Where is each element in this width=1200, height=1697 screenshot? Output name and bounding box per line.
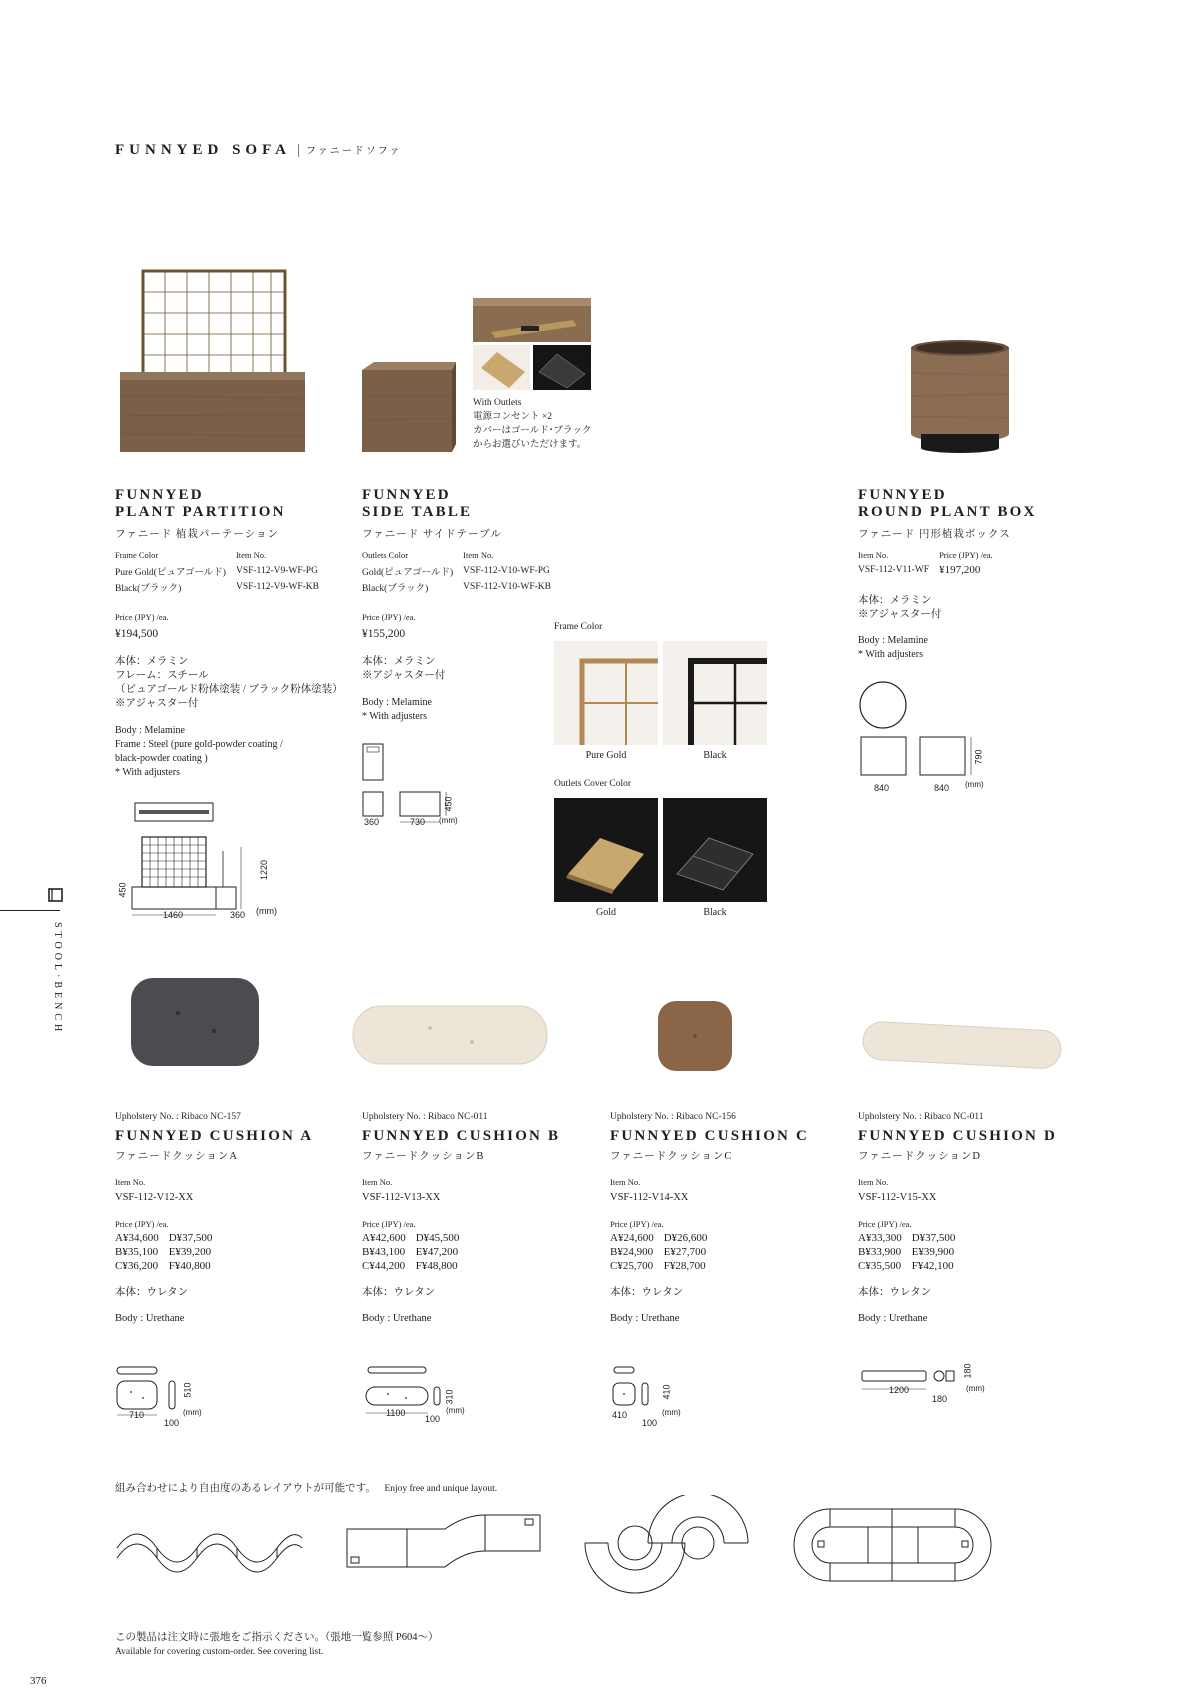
item-label: Item No. xyxy=(610,1177,641,1187)
outlet-note xyxy=(473,396,591,452)
dim-width: 730 xyxy=(410,817,426,827)
front-elevation-base xyxy=(132,887,216,909)
spec-line: フレーム：スチール xyxy=(115,670,209,681)
dim-thickness: 100 xyxy=(425,1414,441,1424)
price-cell: F¥40,800 xyxy=(168,1260,211,1272)
price-label: Price (JPY) /ea. xyxy=(362,1219,416,1229)
series-header xyxy=(115,142,402,159)
dim-unit: (mm) xyxy=(439,816,458,825)
price-cell: F¥42,100 xyxy=(911,1260,954,1272)
series-title-jp: ファニードソファ xyxy=(306,146,402,157)
partition-base xyxy=(120,372,305,452)
side-table-price-label: Price (JPY) /ea. xyxy=(362,612,416,622)
price-cell: C¥44,200 xyxy=(362,1260,406,1272)
partition-grid xyxy=(143,271,285,379)
page-number: 376 xyxy=(30,1675,47,1687)
col-item-no: Item No. xyxy=(235,550,267,560)
spec-line: 本体：メラミン xyxy=(858,595,932,606)
swatch-black-cover xyxy=(663,798,767,902)
table-row xyxy=(362,564,561,580)
body-en: Body : Urethane xyxy=(115,1313,185,1324)
side-tab-rule xyxy=(0,910,60,911)
plant-box-dimension-drawing xyxy=(858,680,998,780)
price-cell: A¥34,600 xyxy=(115,1232,159,1244)
side-elevation xyxy=(363,792,383,816)
dim-width: 1100 xyxy=(386,1408,406,1418)
body-jp: 本体：ウレタン xyxy=(858,1287,932,1298)
price-cell: E¥39,200 xyxy=(168,1246,212,1258)
price-cell: D¥26,600 xyxy=(663,1232,708,1244)
spec-line: * With adjusters xyxy=(858,649,923,660)
cushion-title-jp: ファニードクッションD xyxy=(858,1151,981,1162)
header-separator: | xyxy=(296,142,300,158)
row-item: VSF-112-V10-WF-KB xyxy=(463,582,551,592)
side-table-spec-table xyxy=(362,550,561,596)
cushion-a-block xyxy=(115,1112,345,1326)
layout-diagram-linear xyxy=(345,1505,545,1575)
frame-color-title: Frame Color xyxy=(554,622,603,632)
partition-spec-table xyxy=(115,550,329,596)
table-row xyxy=(858,1260,965,1274)
layout-diagram-curve xyxy=(580,1495,755,1595)
body-jp: 本体：ウレタン xyxy=(362,1287,436,1298)
side-table-title-2: SIDE TABLE xyxy=(362,504,473,520)
price-table xyxy=(362,1232,469,1274)
col-outlets-color: Outlets Color xyxy=(362,550,409,560)
plan-view xyxy=(363,744,383,780)
price-table xyxy=(610,1232,717,1274)
partition-title-1: FUNNYED xyxy=(115,487,204,503)
price-cell: B¥24,900 xyxy=(610,1246,654,1258)
cushion-c-photo xyxy=(655,998,735,1074)
outlet-detail-photos xyxy=(473,298,593,393)
row-item: VSF-112-V11-WF xyxy=(858,565,930,575)
price-label: Price (JPY) /ea. xyxy=(858,1219,912,1229)
spec-line: * With adjusters xyxy=(362,711,427,722)
spec-line: Body : Melamine xyxy=(362,697,432,708)
upholstery-no: Upholstery No. : Ribaco NC-011 xyxy=(858,1112,984,1122)
table-row xyxy=(610,1260,717,1274)
item-label: Item No. xyxy=(115,1177,146,1187)
dim-unit: (mm) xyxy=(965,780,984,789)
row-item: VSF-112-V9-WF-KB xyxy=(235,582,319,592)
item-no: VSF-112-V13-XX xyxy=(362,1192,441,1203)
table-row xyxy=(115,564,329,580)
row-price: ¥197,200 xyxy=(939,564,981,576)
price-table xyxy=(858,1232,965,1274)
outlet-note-line: からお選びいただけます。 xyxy=(473,440,587,450)
side-table-price: ¥155,200 xyxy=(362,628,406,640)
dim-height: 790 xyxy=(973,749,984,765)
dim-depth: 360 xyxy=(230,910,246,920)
side-table-title-1: FUNNYED xyxy=(362,487,451,503)
price-cell: A¥24,600 xyxy=(610,1232,654,1244)
table-row xyxy=(362,1232,469,1246)
spec-line: （ピュアゴールド粉体塗装 / ブラック粉体塗装） xyxy=(115,684,343,695)
col-frame-color: Frame Color xyxy=(115,550,159,560)
item-no: VSF-112-V12-XX xyxy=(115,1192,194,1203)
cushion-b-block xyxy=(362,1112,592,1326)
outlets-cover-color-title: Outlets Cover Color xyxy=(554,779,632,789)
cushion-title-jp: ファニードクッションC xyxy=(610,1151,733,1162)
series-title: FUNNYED SOFA xyxy=(115,142,291,158)
price-cell: C¥25,700 xyxy=(610,1260,654,1272)
cushion-title: FUNNYED CUSHION A xyxy=(115,1128,314,1144)
cushion-d-photo xyxy=(860,1018,1065,1078)
row-color: Black(ブラック) xyxy=(362,584,429,594)
price-cell: C¥35,500 xyxy=(858,1260,902,1272)
body-en: Body : Urethane xyxy=(610,1313,680,1324)
spec-line: ※アジャスター付 xyxy=(115,698,199,709)
side-table-photo xyxy=(360,360,460,455)
round-plant-box-photo xyxy=(905,338,1015,458)
dim-width: 410 xyxy=(612,1410,628,1420)
side-table-jp-spec xyxy=(362,655,445,683)
cushion-title: FUNNYED CUSHION B xyxy=(362,1128,561,1144)
price-cell: E¥47,200 xyxy=(415,1246,459,1258)
price-cell: E¥27,700 xyxy=(663,1246,707,1258)
swatch-gold-cover xyxy=(554,798,658,902)
col-item-no: Item No. xyxy=(463,550,494,560)
cushion-title-jp: ファニードクッションA xyxy=(115,1151,238,1162)
price-cell: A¥42,600 xyxy=(362,1232,406,1244)
price-cell: B¥33,900 xyxy=(858,1246,902,1258)
row-item: VSF-112-V10-WF-PG xyxy=(463,566,550,576)
dim-width: 840 xyxy=(874,783,890,793)
item-no: VSF-112-V15-XX xyxy=(858,1192,937,1203)
footer-note-en: Available for covering custom-order. See covering list. xyxy=(115,1647,324,1657)
item-no: VSF-112-V14-XX xyxy=(610,1192,689,1203)
dim-depth: 360 xyxy=(364,817,380,827)
cushion-d-block xyxy=(858,1112,1088,1326)
row-color: Black(ブラック) xyxy=(115,584,182,594)
swatch-pure-gold xyxy=(554,641,658,745)
body-jp: 本体：ウレタン xyxy=(610,1287,684,1298)
price-cell: E¥39,900 xyxy=(911,1246,955,1258)
layout-diagram-wave xyxy=(112,1500,312,1575)
price-label: Price (JPY) /ea. xyxy=(115,1219,169,1229)
table-row xyxy=(610,1246,717,1260)
cushion-title: FUNNYED CUSHION D xyxy=(858,1128,1058,1144)
price-cell: D¥37,500 xyxy=(911,1232,956,1244)
dim-unit: (mm) xyxy=(966,1384,985,1393)
body-en: Body : Urethane xyxy=(362,1313,432,1324)
table-row xyxy=(858,564,1003,578)
spec-line: 本体：メラミン xyxy=(362,656,436,667)
partition-frame xyxy=(143,271,285,379)
side-elevation xyxy=(920,737,965,775)
spec-line: Body : Melamine xyxy=(115,725,185,736)
spec-line: ※アジャスター付 xyxy=(858,609,942,620)
swatch-black-frame xyxy=(663,641,767,745)
col-price: Price (JPY) /ea. xyxy=(939,550,993,560)
cushion-c-block xyxy=(610,1112,840,1326)
plant-box-en-spec xyxy=(858,634,928,662)
partition-price: ¥194,500 xyxy=(115,628,159,640)
footer-note xyxy=(115,1630,438,1660)
upholstery-no: Upholstery No. : Ribaco NC-157 xyxy=(115,1112,241,1122)
dim-height-total: 1220 xyxy=(259,859,270,881)
table-row xyxy=(858,1246,965,1260)
price-label: Price (JPY) /ea. xyxy=(610,1219,664,1229)
dim-unit: (mm) xyxy=(256,906,277,916)
dim-unit: (mm) xyxy=(662,1408,681,1417)
layout-note xyxy=(115,1480,497,1495)
table-row xyxy=(362,580,561,596)
footer-note-jp: この製品は注文時に張地をご指示ください。（張地一覧参照 P604〜） xyxy=(115,1632,439,1643)
row-color: Gold(ピュアゴールド) xyxy=(362,568,454,578)
plant-box-title-jp: ファニード 円形植栽ボックス xyxy=(858,529,1011,540)
plant-box-title-2: ROUND PLANT BOX xyxy=(858,504,1037,520)
price-cell: F¥28,700 xyxy=(663,1260,706,1272)
swatch-label: Black xyxy=(703,907,727,918)
front-elevation xyxy=(400,792,440,816)
body-jp: 本体：ウレタン xyxy=(115,1287,189,1298)
spec-line: ※アジャスター付 xyxy=(362,670,446,681)
front-elevation xyxy=(861,737,906,775)
dim-width: 710 xyxy=(129,1410,145,1420)
dim-depth: 840 xyxy=(934,783,950,793)
upholstery-no: Upholstery No. : Ribaco NC-011 xyxy=(362,1112,488,1122)
swatch-label: Black xyxy=(703,750,727,761)
table-row xyxy=(115,1260,222,1274)
swatch-label: Pure Gold xyxy=(585,750,627,761)
table-row xyxy=(610,1232,717,1246)
item-label: Item No. xyxy=(858,1177,889,1187)
table-row xyxy=(115,1246,222,1260)
dim-unit: (mm) xyxy=(446,1406,465,1415)
side-table-dimension-drawing xyxy=(360,742,460,827)
outlet-note-line: 電源コンセント ×2 xyxy=(473,412,552,422)
dim-height-base: 450 xyxy=(117,882,128,898)
dim-height: 450 xyxy=(443,796,454,812)
partition-title-jp: ファニード 植栽パーテーション xyxy=(115,529,279,540)
table-row xyxy=(362,1260,469,1274)
partition-en-spec xyxy=(115,724,283,780)
cushion-title: FUNNYED CUSHION C xyxy=(610,1128,810,1144)
bench-icon xyxy=(48,888,64,902)
dim-height: 510 xyxy=(182,1382,193,1398)
col-item-no: Item No. xyxy=(858,550,889,560)
cushion-b-photo xyxy=(350,1000,550,1070)
spec-line: 本体：メラミン xyxy=(115,656,189,667)
swatch-label: Gold xyxy=(596,907,616,918)
partition-title-2: PLANT PARTITION xyxy=(115,504,286,520)
item-label: Item No. xyxy=(362,1177,393,1187)
plant-box-jp-spec xyxy=(858,594,941,622)
dim-height: 410 xyxy=(661,1384,672,1400)
side-table-title-jp: ファニード サイドテーブル xyxy=(362,529,502,540)
partition-price-label: Price (JPY) /ea. xyxy=(115,612,169,622)
dim-height: 180 xyxy=(962,1363,973,1379)
cushion-title-jp: ファニードクッションB xyxy=(362,1151,485,1162)
upholstery-no: Upholstery No. : Ribaco NC-156 xyxy=(610,1112,736,1122)
table-row xyxy=(858,1232,965,1246)
layout-note-jp: 組み合わせにより自由度のあるレイアウトが可能です。 xyxy=(115,1483,376,1494)
spec-line: * With adjusters xyxy=(115,767,180,778)
layout-note-en: Enjoy free and unique layout. xyxy=(384,1484,498,1494)
dim-thickness: 180 xyxy=(932,1394,948,1404)
dim-unit: (mm) xyxy=(183,1408,202,1417)
price-cell: A¥33,300 xyxy=(858,1232,902,1244)
side-tab-label: STOOL·BENCH xyxy=(52,922,63,1036)
layout-diagram-oval xyxy=(790,1505,995,1585)
outlet-note-line: カバーはゴールド･ブラック xyxy=(473,426,592,436)
price-cell: B¥43,100 xyxy=(362,1246,406,1258)
spec-line: Body : Melamine xyxy=(858,635,928,646)
row-item: VSF-112-V9-WF-PG xyxy=(235,566,318,576)
row-color: Pure Gold(ピュアゴールド) xyxy=(115,568,226,578)
dim-thickness: 100 xyxy=(642,1418,658,1428)
plant-box-title-1: FUNNYED xyxy=(858,487,947,503)
price-cell: C¥36,200 xyxy=(115,1260,159,1272)
price-cell: F¥48,800 xyxy=(415,1260,458,1272)
table-row xyxy=(115,580,329,596)
plant-box-spec-table xyxy=(858,550,1003,578)
side-table-en-spec xyxy=(362,696,432,724)
plan-view xyxy=(860,682,906,728)
price-cell: B¥35,100 xyxy=(115,1246,159,1258)
spec-line: black-powder coating ) xyxy=(115,753,208,764)
plant-partition-photo xyxy=(115,268,315,458)
partition-jp-spec xyxy=(115,655,343,711)
cushion-a-photo xyxy=(128,975,263,1070)
body-en: Body : Urethane xyxy=(858,1313,928,1324)
table-row xyxy=(362,1246,469,1260)
dim-thickness: 100 xyxy=(164,1418,180,1428)
outlet-note-line: With Outlets xyxy=(473,398,522,408)
dim-width: 1460 xyxy=(163,910,184,920)
dim-width: 1200 xyxy=(889,1385,910,1395)
spec-line: Frame : Steel (pure gold-powder coating / xyxy=(115,739,283,750)
price-cell: D¥37,500 xyxy=(168,1232,213,1244)
dim-height: 310 xyxy=(444,1389,455,1405)
price-cell: D¥45,500 xyxy=(415,1232,460,1244)
price-table xyxy=(115,1232,222,1274)
table-row xyxy=(115,1232,222,1246)
